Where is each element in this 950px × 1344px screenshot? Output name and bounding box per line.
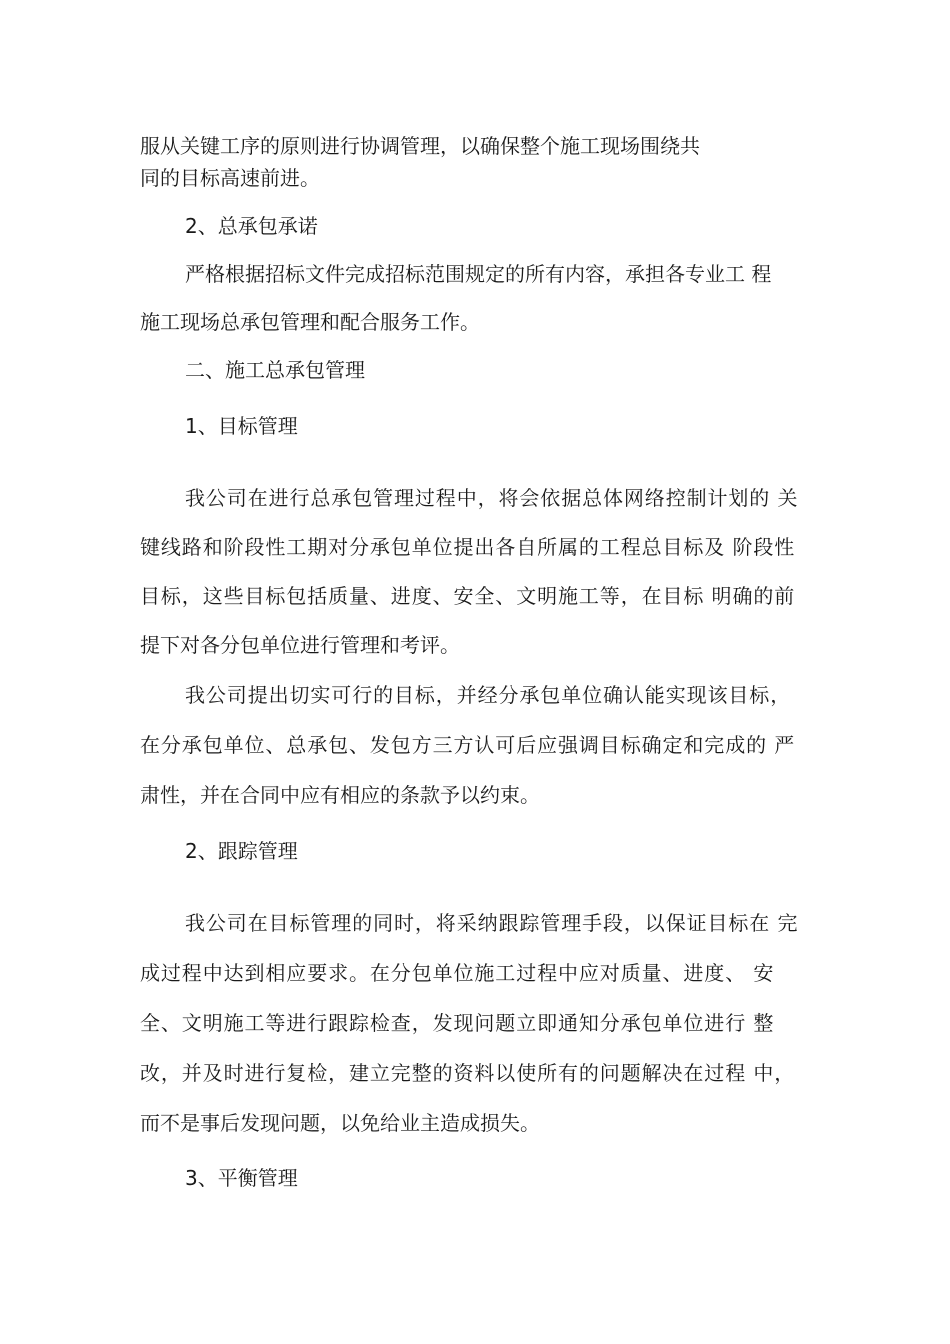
paragraph-line: 服从关键工序的原则进行协调管理，以确保整个施工现场围绕共 xyxy=(140,134,700,158)
paragraph-line: 全、文明施工等进行跟踪检查，发现问题立即通知分承包单位进行 整 xyxy=(140,1011,775,1035)
paragraph-line: 我公司在进行总承包管理过程中，将会依据总体网络控制计划的 关 xyxy=(185,486,799,510)
paragraph-line: 我公司在目标管理的同时，将采纳跟踪管理手段，以保证目标在 完 xyxy=(185,911,799,935)
paragraph-line: 键线路和阶段性工期对分承包单位提出各自所属的工程总目标及 阶段性 xyxy=(140,535,796,559)
paragraph-line: 在分承包单位、总承包、发包方三方认可后应强调目标确定和完成的 严 xyxy=(140,733,796,757)
section-heading: 3、平衡管理 xyxy=(185,1166,298,1190)
paragraph-line: 施工现场总承包管理和配合服务工作。 xyxy=(140,310,480,334)
section-heading: 2、总承包承诺 xyxy=(185,214,318,238)
paragraph-line: 严格根据招标文件完成招标范围规定的所有内容，承担各专业工 程 xyxy=(185,262,772,286)
section-heading: 2、跟踪管理 xyxy=(185,839,298,863)
section-heading: 1、目标管理 xyxy=(185,414,298,438)
paragraph-line: 提下对各分包单位进行管理和考评。 xyxy=(140,633,460,657)
paragraph-line: 我公司提出切实可行的目标，并经分承包单位确认能实现该目标， xyxy=(185,683,792,707)
paragraph-line: 目标，这些目标包括质量、进度、安全、文明施工等，在目标 明确的前 xyxy=(140,584,796,608)
paragraph-line: 同的目标高速前进。 xyxy=(140,166,320,190)
paragraph-line: 改，并及时进行复检，建立完整的资料以使所有的问题解决在过程 中， xyxy=(140,1061,796,1085)
paragraph-line: 而不是事后发现问题，以免给业主造成损失。 xyxy=(140,1111,540,1135)
section-heading: 二、施工总承包管理 xyxy=(185,358,365,382)
paragraph-line: 肃性，并在合同中应有相应的条款予以约束。 xyxy=(140,783,540,807)
paragraph-line: 成过程中达到相应要求。在分包单位施工过程中应对质量、进度、 安 xyxy=(140,961,775,985)
